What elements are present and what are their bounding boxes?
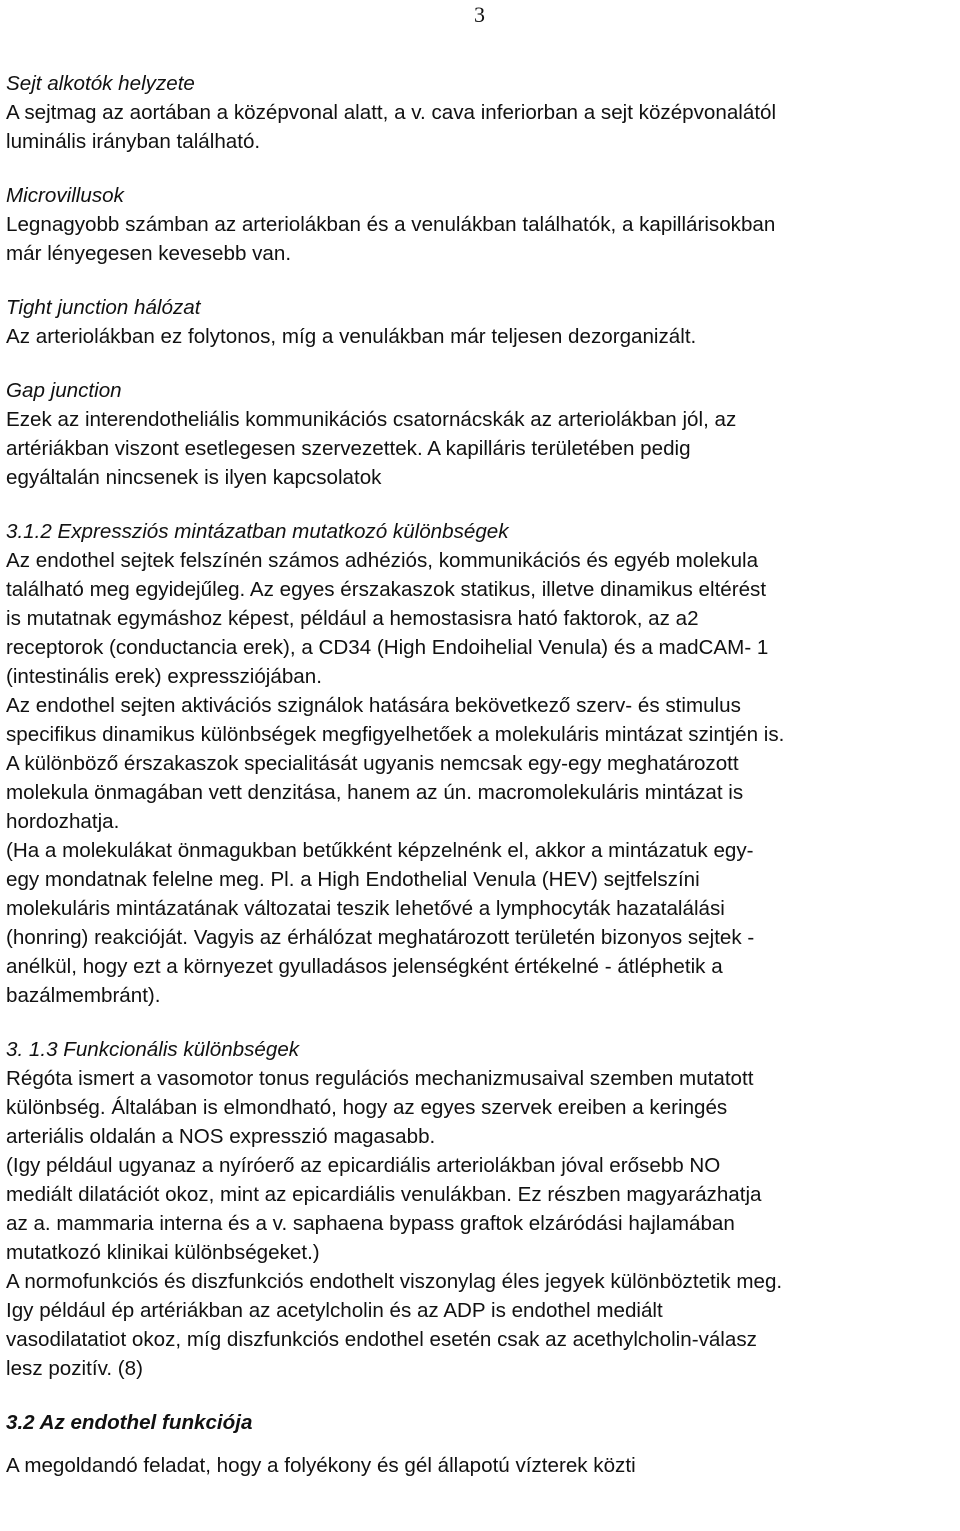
paragraph-line: (Ha a molekulákat önmagukban betűkként képzelnénk el, akkor a mintázatuk egy- bbox=[6, 839, 754, 862]
page-number: 3 bbox=[474, 2, 485, 27]
paragraph-line: specifikus dinamikus különbségek megfigyelhetőek a molekuláris mintázat szintjén is. bbox=[6, 723, 785, 746]
paragraph-line: Ezek az interendotheliális kommunikációs csatornácskák az arteriolákban jól, az bbox=[6, 408, 737, 431]
paragraph-line: található meg egyidejűleg. Az egyes érszakaszok statikus, illetve dinamikus eltérést bbox=[6, 578, 767, 601]
paragraph-line: arteriális oldalán a NOS expresszió magasabb. bbox=[6, 1125, 436, 1148]
section-expresszios-mintazat bbox=[6, 517, 958, 1010]
paragraph-line: (intestinális erek) expressziójában. bbox=[6, 665, 322, 688]
paragraph-line: anélkül, hogy ezt a környezet gyulladásos jelenségként értékelné - átléphetik a bbox=[6, 955, 723, 978]
paragraph-line: egyáltalán nincsenek is ilyen kapcsolatok bbox=[6, 466, 382, 489]
section-gap-junction bbox=[6, 376, 958, 492]
paragraph-line: hordozhatja. bbox=[6, 810, 120, 833]
paragraph-line: (Igy például ugyanaz a nyíróerő az epicardiális arteriolákban jóval erősebb NO bbox=[6, 1154, 721, 1177]
paragraph-line: Az endothel sejten aktivációs szignálok hatására bekövetkező szerv- és stimulus bbox=[6, 694, 741, 717]
section-heading: Sejt alkotók helyzete bbox=[6, 72, 195, 95]
paragraph-line: Igy például ép artériákban az acetylcholin és az ADP is endothel mediált bbox=[6, 1299, 663, 1322]
document-body bbox=[6, 69, 958, 1505]
section-heading: Gap junction bbox=[6, 379, 122, 402]
paragraph-line: mediált dilatációt okoz, mint az epicardiális venulákban. Ez részben magyarázhatja bbox=[6, 1183, 762, 1206]
section-funkcionalis-kulonbsegek bbox=[6, 1035, 958, 1383]
paragraph-line: Az arteriolákban ez folytonos, míg a venulákban már teljesen dezorganizált. bbox=[6, 325, 697, 348]
section-sejt-alkotok bbox=[6, 69, 958, 156]
paragraph-line: is mutatnak egymáshoz képest, például a hemostasisra ható faktorok, az a2 bbox=[6, 607, 699, 630]
paragraph-line: A normofunkciós és diszfunkciós endothelt viszonylag éles jegyek különböztetik meg. bbox=[6, 1270, 783, 1293]
paragraph-line: molekuláris mintázatának változatai teszik lehetővé a lymphocyták hazatalálási bbox=[6, 897, 725, 920]
paragraph-line: (honring) reakcióját. Vagyis az érhálózat meghatározott területén bizonyos sejtek - bbox=[6, 926, 755, 949]
paragraph-line: molekula önmagában vett denzitása, hanem az ún. macromolekuláris mintázat is bbox=[6, 781, 744, 804]
paragraph-line: Legnagyobb számban az arteriolákban és a venulákban találhatók, a kapillárisokban bbox=[6, 213, 776, 236]
paragraph-line: artériákban viszont esetlegesen szervezettek. A kapilláris területében pedig bbox=[6, 437, 691, 460]
paragraph-line: bazálmembránt). bbox=[6, 984, 161, 1007]
section-heading: 3.1.2 Expressziós mintázatban mutatkozó különbségek bbox=[6, 520, 509, 543]
section-microvillusok bbox=[6, 181, 958, 268]
paragraph-line: már lényegesen kevesebb van. bbox=[6, 242, 292, 265]
section-heading-bold: 3.2 Az endothel funkciója bbox=[6, 1411, 253, 1434]
paragraph-line: mutatkozó klinikai különbségeket.) bbox=[6, 1241, 320, 1264]
paragraph-line: lesz pozitív. (8) bbox=[6, 1357, 143, 1380]
paragraph-line: az a. mammaria interna és a v. saphaena bypass graftok elzáródási hajlamában bbox=[6, 1212, 735, 1235]
paragraph-line: különbség. Általában is elmondható, hogy az egyes szervek ereiben a keringés bbox=[6, 1096, 728, 1119]
paragraph-line: Régóta ismert a vasomotor tonus regulációs mechanizmusaival szemben mutatott bbox=[6, 1067, 754, 1090]
section-heading: Tight junction hálózat bbox=[6, 296, 201, 319]
paragraph-line: egy mondatnak felelne meg. Pl. a High Endothelial Venula (HEV) sejtfelszíni bbox=[6, 868, 700, 891]
paragraph-line: A megoldandó feladat, hogy a folyékony és gél állapotú vízterek közti bbox=[6, 1454, 636, 1477]
paragraph-line: Az endothel sejtek felszínén számos adhéziós, kommunikációs és egyéb molekula bbox=[6, 549, 759, 572]
paragraph-line: A különböző érszakaszok specialitását ugyanis nemcsak egy-egy meghatározott bbox=[6, 752, 739, 775]
paragraph-line: luminális irányban található. bbox=[6, 130, 261, 153]
paragraph-line: A sejtmag az aortában a középvonal alatt, a v. cava inferiorban a sejt középvonalától bbox=[6, 101, 777, 124]
paragraph-line: receptorok (conductancia erek), a CD34 (High Endoihelial Venula) és a madCAM- 1 bbox=[6, 636, 769, 659]
section-heading: 3. 1.3 Funkcionális különbségek bbox=[6, 1038, 300, 1061]
paragraph-line: vasodilatatiot okoz, míg diszfunkciós endothel esetén csak az acethylcholin-válasz bbox=[6, 1328, 757, 1351]
section-endothel-funkcioja bbox=[6, 1408, 958, 1480]
section-heading: Microvillusok bbox=[6, 184, 124, 207]
section-tight-junction bbox=[6, 293, 958, 351]
